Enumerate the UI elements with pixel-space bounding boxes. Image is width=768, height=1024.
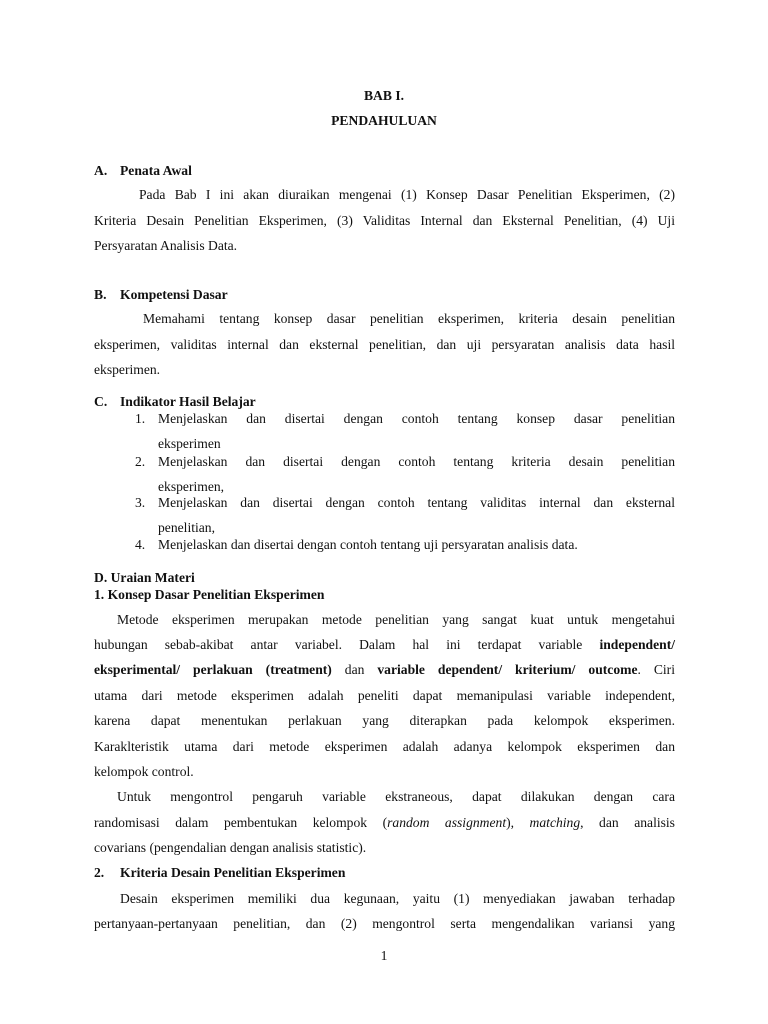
- section-b-line-1: Memahami tentang konsep dasar penelitian eksperimen, kriteria desain penelitian: [143, 311, 675, 326]
- d1-p2-line-2: [94, 815, 675, 831]
- d1-p1-line-2-text: hubungan sebab-akibat antar variabel. Dalam hal ini terdapat variable: [94, 637, 600, 652]
- chapter-label: BAB I.: [363, 88, 405, 103]
- section-a-line-1: Pada Bab I ini akan diuraikan mengenai (1) Konsep Dasar Penelitian Eksperimen, (2): [139, 187, 675, 202]
- term-matching: matching: [529, 815, 581, 830]
- d1-p1-line-4: utama dari metode eksperimen adalah peneliti dapat memanipulasi variable independent,: [94, 688, 675, 703]
- section-a-number: A.: [94, 163, 108, 178]
- subsection-2-heading: Kriteria Desain Penelitian Eksperimen: [120, 865, 346, 880]
- indicator-1-line-1: Menjelaskan dan disertai dengan contoh tentang konsep dasar penelitian: [158, 411, 675, 426]
- indicator-1-line-2: eksperimen: [158, 436, 221, 451]
- d1-p1-line-1: Metode eksperimen merupakan metode penelitian yang sangat kuat untuk mengetahui: [117, 612, 675, 627]
- d1-p1-line-7: kelompok control.: [94, 764, 194, 779]
- term-independent: independent/: [599, 637, 675, 652]
- section-b-number: B.: [94, 287, 107, 302]
- section-d-heading: D. Uraian Materi: [94, 570, 195, 585]
- section-a-heading: Penata Awal: [120, 163, 192, 178]
- d1-p2-line-2-a: randomisasi dalam pembentukan kelompok (: [94, 815, 388, 830]
- d1-p2-line-3: covarians (pengendalian dengan analisis statistic).: [94, 840, 367, 855]
- term-treatment: eksperimental/ perlakuan (treatment): [94, 662, 332, 677]
- term-random-assignment: random assignment: [387, 815, 507, 830]
- section-b-line-2: eksperimen, validitas internal dan eksternal penelitian, dan uji persyaratan analisis data hasil: [94, 337, 675, 352]
- d1-p2-line-1: Untuk mengontrol pengaruh variable ekstraneous, dapat dilakukan dengan cara: [117, 789, 675, 804]
- section-a-line-3: Persyaratan Analisis Data.: [94, 238, 238, 253]
- indicator-3-line-2: penelitian,: [158, 520, 215, 535]
- section-c-heading: Indikator Hasil Belajar: [120, 394, 256, 409]
- d1-p1-line-3-end: . Ciri: [637, 662, 675, 677]
- d2-line-2: pertanyaan-pertanyaan penelitian, dan (2) mengontrol serta mengendalikan variansi yang: [94, 916, 675, 931]
- indicator-2-number: 2.: [135, 454, 146, 469]
- d1-p2-line-2-c: ),: [506, 815, 530, 830]
- page-number: 1: [380, 948, 388, 963]
- indicator-2-line-1: Menjelaskan dan disertai dengan contoh tentang kriteria desain penelitian: [158, 454, 675, 469]
- indicator-1-number: 1.: [135, 411, 146, 426]
- indicator-4-number: 4.: [135, 537, 146, 552]
- section-c-number: C.: [94, 394, 108, 409]
- indicator-4-line-1: Menjelaskan dan disertai dengan contoh tentang uji persyaratan analisis data.: [158, 537, 578, 552]
- subsection-2-number: 2.: [94, 865, 105, 880]
- chapter-title: PENDAHULUAN: [331, 113, 437, 128]
- term-dependent: variable dependent/ kriterium/ outcome: [377, 662, 638, 677]
- d1-p1-line-2: [94, 637, 675, 653]
- d1-p1-line-6: Karaklteristik utama dari metode eksperimen adalah adanya kelompok eksperimen dan: [94, 739, 675, 754]
- section-a-line-2: Kriteria Desain Penelitian Eksperimen, (3) Validitas Internal dan Eksternal Penelitian, (4) Uji: [94, 213, 675, 228]
- indicator-3-line-1: Menjelaskan dan disertai dengan contoh tentang validitas internal dan eksternal: [158, 495, 675, 510]
- d1-p1-line-3: [94, 662, 675, 678]
- indicator-2-line-2: eksperimen,: [158, 479, 225, 494]
- section-b-line-3: eksperimen.: [94, 362, 161, 377]
- subsection-1-heading: 1. Konsep Dasar Penelitian Eksperimen: [94, 587, 325, 602]
- d1-p2-line-2-e: , dan analisis: [580, 815, 675, 830]
- section-b-heading: Kompetensi Dasar: [120, 287, 228, 302]
- d1-p1-line-5: karena dapat menentukan perlakuan yang diterapkan pada kelompok eksperimen.: [94, 713, 675, 728]
- indicator-3-number: 3.: [135, 495, 146, 510]
- d2-line-1: Desain eksperimen memiliki dua kegunaan, yaitu (1) menyediakan jawaban terhadap: [120, 891, 675, 906]
- d1-p1-line-3-conj: dan: [331, 662, 378, 677]
